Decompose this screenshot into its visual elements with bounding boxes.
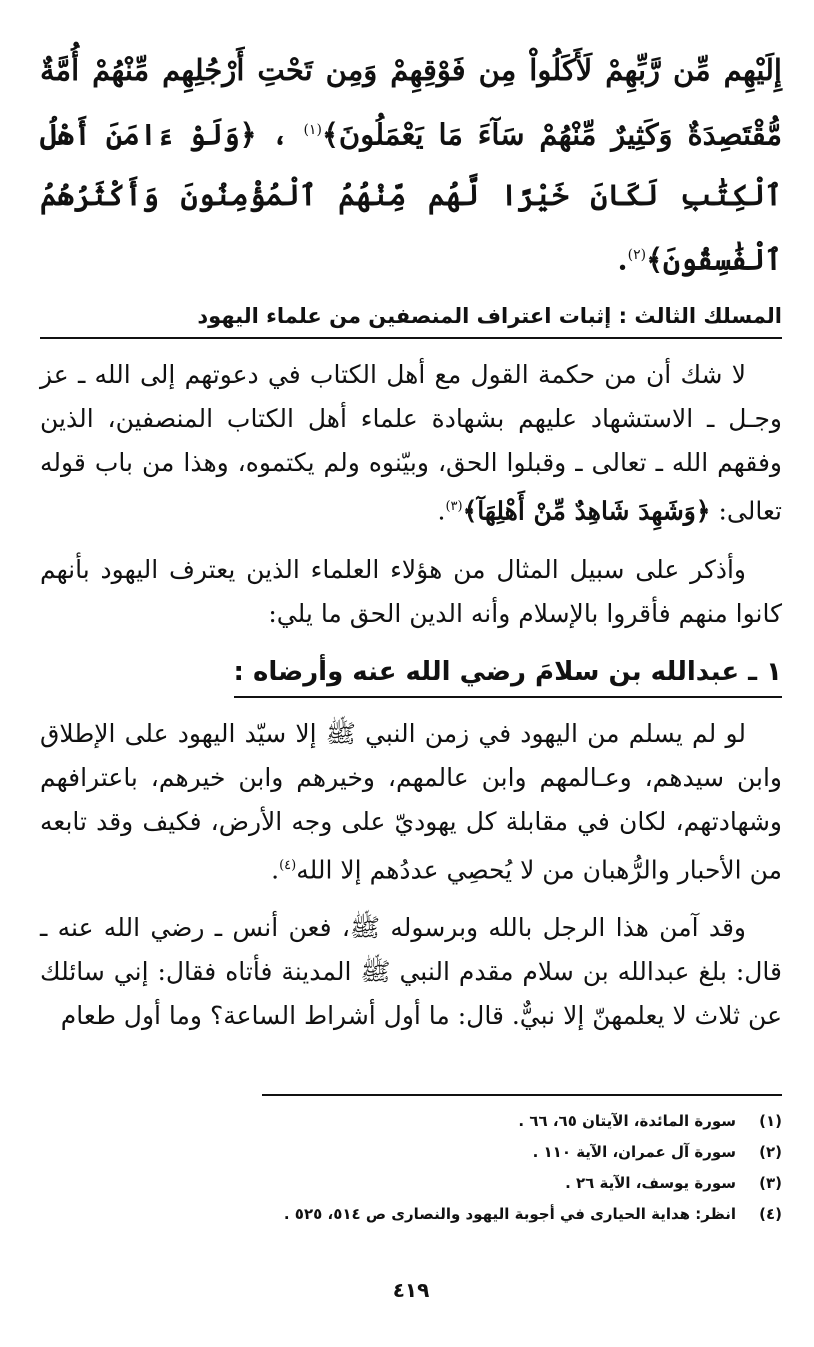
section-heading: المسلك الثالث : إثبات اعتراف المنصفين من علماء اليهود [40, 299, 782, 339]
paragraph-1 [40, 353, 782, 533]
footnote-ref-3[interactable]: (٣) [445, 499, 463, 515]
footnote-number: (٢) [759, 1143, 782, 1161]
quran-line-1: إِلَيْهِم مِّن رَّبِّهِمْ لَأَكَلُواْ مِن فَوْقِهِمْ وَمِن تَحْتِ أَرْجُلِهِم مِّنْهُمْ أُمَّةٌ مُّقْتَصِدَةٌ [40, 53, 782, 152]
quran-line-2b: ، ﴿وَلَوْ ءَامَنَ أَهْلُ ٱلْكِتَٰبِ لَكَانَ خَيْرًا لَّهُم [40, 117, 782, 212]
footnote-ref-2[interactable]: (٢) [627, 246, 647, 263]
quran-line-3-end: . [617, 242, 628, 277]
footnote-number: (٣) [759, 1174, 782, 1192]
paragraph-3 [40, 712, 782, 892]
paragraph-2: وأذكر على سبيل المثال من هؤلاء العلماء الذين يعترف اليهود بأنهم كانوا منهم فأقروا بالإسلام وأنه الدين الحق ما يلي: [40, 554, 782, 628]
paragraph-1-text: لا شك أن من حكمة القول مع أهل الكتاب في دعوتهم إلى الله ـ عز وجـل ـ الاستشهاد عليهم بشهادة علماء أهل الكتاب المنصفين، الذين وفقهم الله ـ تعالى ـ وقبلوا الحق، وبيّنوه ولم يكتموه، وهذا من باب قوله تعالى: [40, 360, 782, 526]
footnote-text: سورة المائدة، الآيتان ٦٥، ٦٦ . [518, 1112, 736, 1130]
quran-line-2a: وَكَثِيرٌ مِّنْهُمْ سَآءَ مَا يَعْمَلُونَ﴾ [321, 117, 673, 152]
sub-heading-abdullah-bin-salam: ١ ـ عبدالله بن سلامَ رضي الله عنه وأرضاه : [234, 650, 782, 698]
footnote-number: (١) [759, 1112, 782, 1130]
footnote-text: انظر: هداية الحيارى في أجوبة اليهود والنصارى ص ٥١٤، ٥٢٥ . [283, 1205, 736, 1223]
paragraph-1-ayah: ﴿وَشَهِدَ شَاهِدٌ مِّنْ أَهْلِهَآ﴾ [462, 496, 711, 526]
footnote-text: سورة يوسف، الآية ٢٦ . [565, 1174, 736, 1192]
footnote-item [40, 1106, 782, 1137]
footnote-item [40, 1137, 782, 1168]
paragraph-1-end: . [437, 496, 446, 526]
quran-verse-block [40, 40, 782, 289]
footnote-number: (٤) [759, 1205, 782, 1223]
footnotes-list [40, 1106, 782, 1230]
book-page [40, 40, 782, 1307]
footnote-ref-4[interactable]: (٤) [279, 857, 297, 873]
footnote-text: سورة آل عمران، الآية ١١٠ . [532, 1143, 736, 1161]
page-number: ٤١٩ [392, 1278, 430, 1302]
footnote-ref-1[interactable]: (١) [303, 122, 322, 138]
paragraph-3-text: لو لم يسلم من اليهود في زمن النبي ﷺ إلا سيّد اليهود على الإطلاق وابن سيدهم، وعـالمهم وابن عالمهم، وخيرهم وابن خيرهم، باعترافهم وشهادتهم، لكان في مقابلة كل يهوديّ على وجه الأرض، فكيف وقد تابعه من الأحبار والرُّهبان من لا يُحصِي عددُهم إلا الله [40, 718, 782, 884]
footnote-item [40, 1199, 782, 1230]
paragraph-4: وقد آمن هذا الرجل بالله وبرسوله ﷺ، فعن أنس ـ رضي الله عنه ـ قال: بلغ عبدالله بن سلام مقدم النبي ﷺ المدينة فأتاه فقال: إني سائلك عن ثلاث لا يعلمهنّ إلا نبيٌّ. قال: ما أول أشراط الساعة؟ وما أول طعام [40, 912, 782, 1030]
quran-line-3: مِّنْهُمُ ٱلْمُؤْمِنُونَ وَأَكْثَرُهُمُ ٱلْفَٰسِقُونَ﴾ [40, 177, 782, 277]
footnote-divider [262, 1094, 782, 1096]
footnote-item [40, 1168, 782, 1199]
paragraph-3-end: . [271, 854, 280, 884]
